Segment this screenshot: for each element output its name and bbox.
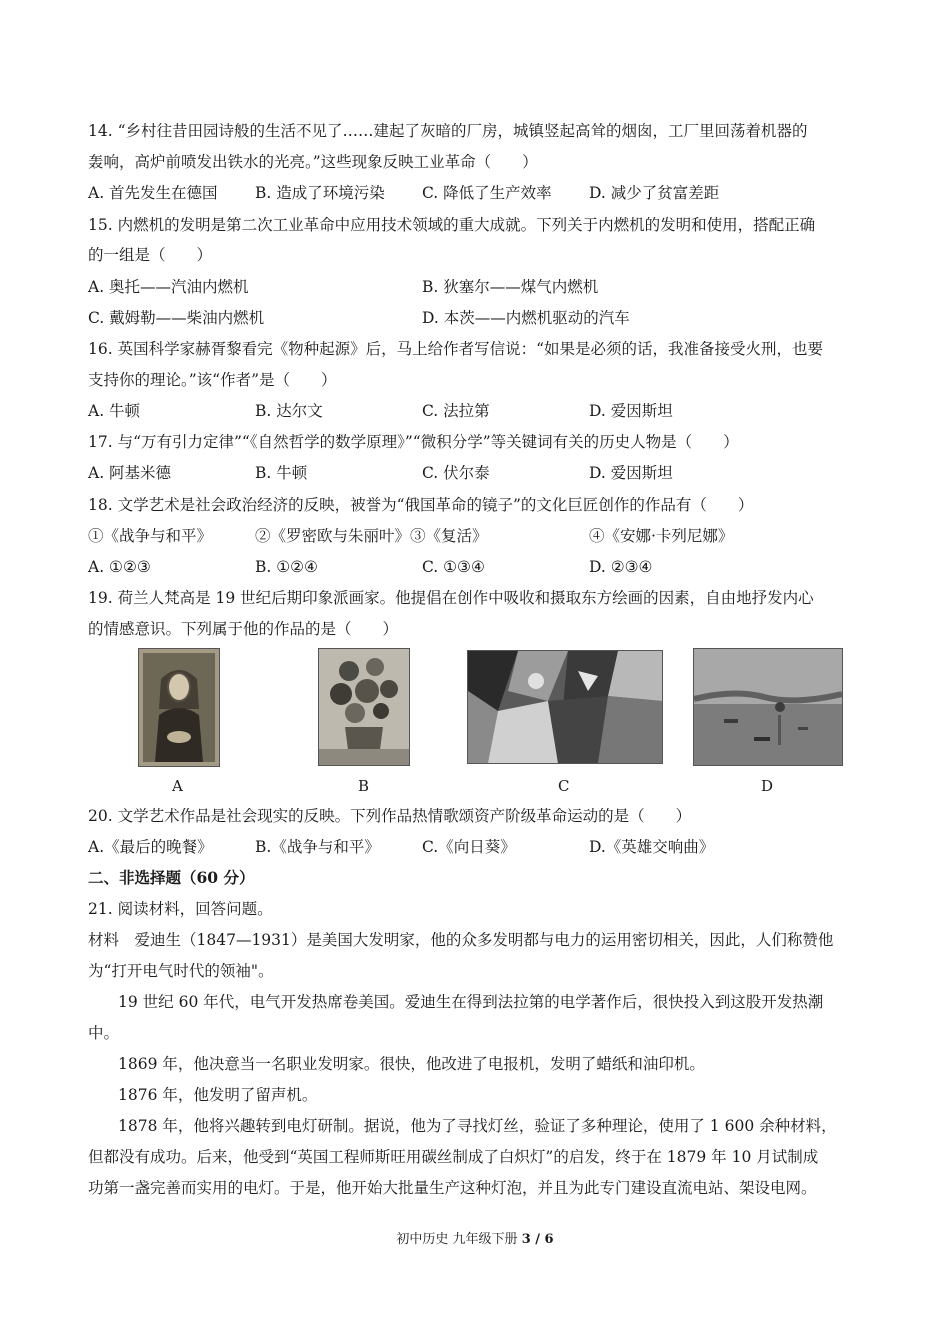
q19-stem-line1: 19. 荷兰人梵高是 19 世纪后期印象派画家。他提倡在创作中吸收和摄取东方绘画的因素，自由地抒发内心	[88, 589, 814, 607]
q14-option-c: C. 降低了生产效率	[422, 184, 552, 202]
para4-line1: 1878 年，他将兴趣转到电灯研制。据说，他为了寻找灯丝，验证了多种理论，使用了 1 600 余种材料，	[118, 1117, 837, 1135]
q18-work-1: ①《战争与和平》	[88, 527, 213, 545]
painting-a-image	[138, 648, 220, 767]
q20-option-a: A.《最后的晚餐》	[88, 838, 213, 856]
footer-label: 初中历史 九年级下册	[396, 1232, 518, 1247]
section2-title: 二、非选择题（60 分）	[88, 868, 255, 887]
page-footer	[0, 1228, 950, 1247]
page-number: 3 / 6	[521, 1232, 554, 1247]
q14-option-a: A. 首先发生在德国	[88, 184, 218, 202]
painting-d-label: D	[761, 777, 774, 795]
q16-stem-line1: 16. 英国科学家赫胥黎看完《物种起源》后，马上给作者写信说：“如果是必须的话，我准备接受火刑，也要	[88, 340, 824, 358]
painting-c-label: C	[558, 777, 570, 795]
q18-option-a: A. ①②③	[88, 558, 151, 576]
q20-option-d: D.《英雄交响曲》	[589, 838, 715, 856]
q16-option-a: A. 牛顿	[88, 402, 141, 420]
material-line1: 材料 爱迪生（1847—1931）是美国大发明家，他的众多发明都与电力的运用密切相关，因此，人们称赞他	[88, 931, 834, 949]
material-line2: 为“打开电气时代的领袖"。	[88, 962, 274, 980]
q21-title: 21. 阅读材料，回答问题。	[88, 900, 273, 918]
q20-option-b: B.《战争与和平》	[255, 838, 380, 856]
q17-option-b: B. 牛顿	[255, 464, 308, 482]
q18-stem-line1: 18. 文学艺术是社会政治经济的反映，被誉为“俄国革命的镜子”的文化巨匠创作的作品有（ ）	[88, 496, 754, 514]
q20-stem-line1: 20. 文学艺术作品是社会现实的反映。下列作品热情歌颂资产阶级革命运动的是（ ）	[88, 807, 692, 825]
q16-option-d: D. 爱因斯坦	[589, 402, 673, 420]
q14-stem-line2: 轰响，高炉前喷发出铁水的光亮。”这些现象反映工业革命（ ）	[88, 153, 538, 171]
painting-c-image	[467, 650, 663, 764]
painting-b-image	[318, 648, 410, 766]
q14-option-b: B. 造成了环境污染	[255, 184, 385, 202]
q18-work-2-3: ②《罗密欧与朱丽叶》③《复活》	[255, 527, 488, 545]
q19-stem-line2: 的情感意识。下列属于他的作品的是（ ）	[88, 620, 399, 638]
para3: 1876 年，他发明了留声机。	[118, 1086, 318, 1104]
q18-option-c: C. ①③④	[422, 558, 485, 576]
para1-line1: 19 世纪 60 年代，电气开发热席卷美国。爱迪生在得到法拉第的电学著作后，很快投入到这股开发热潮	[118, 993, 824, 1011]
painting-d-image	[693, 648, 843, 766]
para2: 1869 年，他决意当一名职业发明家。很快，他改进了电报机，发明了蜡纸和油印机。	[118, 1055, 705, 1073]
q17-option-c: C. 伏尔泰	[422, 464, 490, 482]
para4-line2: 但都没有成功。后来，他受到“英国工程师斯旺用碳丝制成了白炽灯”的启发，终于在 1879 年 10 月试制成	[88, 1148, 819, 1166]
q15-stem-line2: 的一组是（ ）	[88, 246, 213, 264]
q15-option-a: A. 奥托——汽油内燃机	[88, 278, 249, 296]
q14-option-d: D. 减少了贫富差距	[589, 184, 720, 202]
q17-option-d: D. 爱因斯坦	[589, 464, 673, 482]
q14-stem-line1: 14. “乡村往昔田园诗般的生活不见了……建起了灰暗的厂房，城镇竖起高耸的烟囱，工厂里回荡着机器的	[88, 122, 808, 140]
q15-option-c: C. 戴姆勒——柴油内燃机	[88, 309, 265, 327]
q15-stem-line1: 15. 内燃机的发明是第二次工业革命中应用技术领域的重大成就。下列关于内燃机的发明和使用，搭配正确	[88, 216, 816, 234]
q15-option-b: B. 狄塞尔——煤气内燃机	[422, 278, 599, 296]
q18-option-b: B. ①②④	[255, 558, 318, 576]
q16-option-b: B. 达尔文	[255, 402, 323, 420]
q18-option-d: D. ②③④	[589, 558, 653, 576]
q17-option-a: A. 阿基米德	[88, 464, 172, 482]
q20-option-c: C.《向日葵》	[422, 838, 516, 856]
q15-option-d: D. 本茨——内燃机驱动的汽车	[422, 309, 630, 327]
painting-b-label: B	[358, 777, 370, 795]
para4-line3: 功第一盏完善而实用的电灯。于是，他开始大批量生产这种灯泡，并且为此专门建设直流电站、架设电网。	[88, 1179, 817, 1197]
q18-work-4: ④《安娜·卡列尼娜》	[589, 527, 734, 545]
q16-option-c: C. 法拉第	[422, 402, 490, 420]
q16-stem-line2: 支持你的理论。”该“作者”是（ ）	[88, 371, 337, 389]
painting-a-label: A	[172, 777, 183, 795]
q17-stem-line1: 17. 与“万有引力定律”“《自然哲学的数学原理》”“微积分学”等关键词有关的历史人物是（ ）	[88, 433, 739, 451]
para1-line2: 中。	[88, 1024, 120, 1042]
